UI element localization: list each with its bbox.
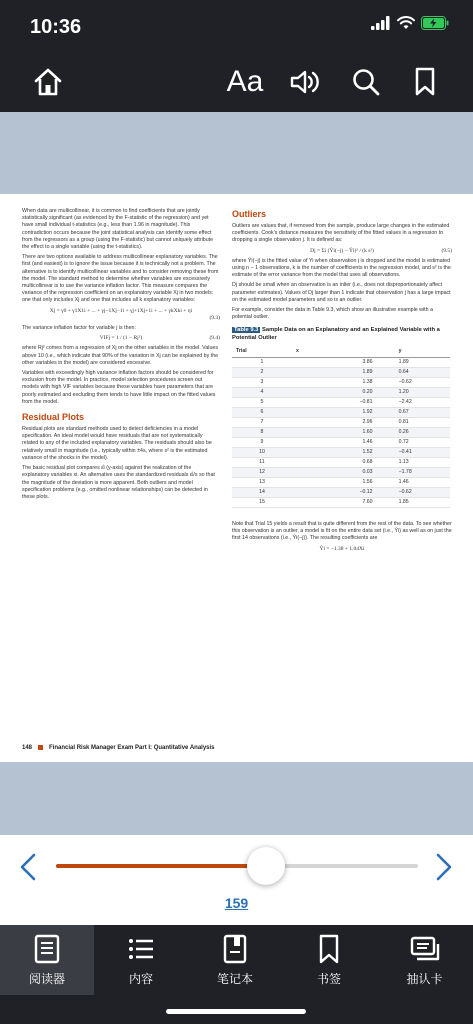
home-indicator: [166, 1009, 306, 1014]
table-cell: 1.52: [292, 447, 395, 457]
table-row: [232, 397, 450, 407]
table-cell: 0.68: [292, 457, 395, 467]
table-row: [232, 387, 450, 397]
table-cell: 1.60: [292, 427, 395, 437]
table-row: [232, 477, 450, 487]
residual-paragraph: Residual plots are standard methods used to detect deficiencies in a model specification. An ideal model would have residuals that are not systematically related to any of the included explanatory variables. The residuals should also be relatively small in magnitude (i.e., typically within ±4s, where s² is the estimated variance of the shocks in the model).: [22, 426, 212, 461]
tab-reader[interactable]: [0, 925, 94, 995]
reader-icon: [32, 934, 62, 964]
formula-9-5: [232, 248, 452, 255]
dj-paragraph: Dj should be small when an observation is an inlier (i.e., does not disproportionately affect parameter estimates). Values of Dj larger than 1 indicate that observation j has a large impact on the estimated model parameters and so is an outlier.: [232, 282, 451, 303]
table-body: [232, 357, 450, 507]
top-bar: [0, 0, 473, 112]
table-cell: −2.42: [395, 397, 450, 407]
home-button[interactable]: [28, 62, 68, 102]
bookmark-icon: [414, 67, 436, 97]
formula-9-4: [22, 335, 220, 342]
wifi-icon: [397, 16, 415, 30]
table-title: Sample Data on an Explanatory and an Explained Variable with a Potential Outlier: [232, 327, 440, 341]
flashcard-icon: [409, 934, 441, 964]
vif-intro: The variance inflation factor for variable j is then:: [22, 325, 136, 332]
battery-charging-icon: [421, 16, 449, 30]
table-row: [232, 377, 450, 387]
table-cell: 9: [232, 437, 292, 447]
table-row: [232, 427, 450, 437]
read-aloud-button[interactable]: [285, 62, 325, 102]
table-cell: 11: [232, 457, 292, 467]
table-caption: [232, 327, 452, 342]
search-icon: [351, 67, 381, 97]
table-cell: 7: [232, 417, 292, 427]
table-cell: 0.20: [292, 387, 395, 397]
footer-book-title: Financial Risk Manager Exam Part I: Quantitative Analysis: [49, 745, 215, 752]
table-row: [232, 417, 450, 427]
formula-9-5-text: Dj = Σi (Ŷi(−j) − Ŷi)² / (k s²): [310, 247, 374, 254]
font-settings-button[interactable]: Aa: [226, 65, 264, 98]
page-slider-thumb[interactable]: [247, 847, 285, 885]
current-page-number[interactable]: 159: [224, 895, 249, 911]
tab-flashcards-label: 抽认卡: [406, 971, 443, 986]
table-cell: 0.26: [395, 427, 450, 437]
tab-bookmarks[interactable]: [282, 925, 376, 995]
bookmark-button[interactable]: [405, 62, 445, 102]
formula-9-5-number: (9.5): [441, 247, 452, 254]
footer-square-icon: [38, 745, 43, 750]
table-cell: 6: [232, 407, 292, 417]
table-cell: 0.81: [395, 417, 450, 427]
formula-9-4-number: (9.4): [209, 335, 220, 342]
table-cell: −0.81: [292, 397, 395, 407]
vif-paragraph: where Rj² comes from a regression of Xj on the other variables in the model. Values above 10 (i.e., which indicate that 90% of the variation in Xj can be explained by the other variables in the model) are considered excessive.: [22, 345, 219, 366]
table-row: [232, 487, 450, 497]
table-cell: 0.67: [395, 407, 450, 417]
notebook-icon: [220, 934, 250, 964]
data-table: [232, 346, 450, 508]
bookmark-icon: [314, 934, 344, 964]
table-cell: 5: [232, 397, 292, 407]
page-footer: [22, 745, 215, 751]
table-cell: 1.85: [395, 497, 450, 507]
table-cell: 10: [232, 447, 292, 457]
table-cell: 2.96: [292, 417, 395, 427]
table-header-row: [232, 346, 450, 357]
table-cell: 14: [232, 487, 292, 497]
outliers-paragraph: Outliers are values that, if removed from the sample, produce large changes in the estimated coefficients. Cook's distance measures the sensitivity of the fitted values in a regression to dropping a single observation j. It is defined as:: [232, 223, 450, 244]
table-cell: 0.72: [395, 437, 450, 447]
footer-page-number: 148: [22, 745, 33, 752]
table-row: [232, 437, 450, 447]
options-paragraph: There are two options available to address multicollinear explanatory variables. The first (and easiest) is to ignore the issue because it is technically not a problem. The alternative is to identify multicollinear variables and to consider removing these from the model. The standard method to determine whether variables are excessively multicollinear is to use the variance inflation factor. This measure compares the variance of the regression coefficient on an explanatory variable Xj in two models: one that only includes Xj and one that includes all k explanatory variables:: [22, 254, 219, 304]
note-paragraph: Note that Trial 15 yields a result that is quite different from the rest of the data. To see whether this observation is an outlier, a model is fit on the entire data set (i.e., Ŷi) as well as on just the first 14 observations (i.e., Ŷi(−j)). The resulting coefficients are: [232, 520, 452, 542]
table-cell: 1.13: [395, 457, 450, 467]
table-cell: 2: [232, 367, 292, 377]
previous-page-icon[interactable]: [16, 853, 40, 881]
contents-list-icon: [126, 934, 156, 964]
table-row: [232, 447, 450, 457]
table-cell: 1.46: [395, 477, 450, 487]
table-cell: 1.46: [292, 437, 395, 447]
table-row: [232, 367, 450, 377]
table-header-cell: y: [395, 346, 450, 357]
table-row: [232, 407, 450, 417]
table-row: [232, 457, 450, 467]
tab-reader-label: 阅读器: [28, 971, 65, 986]
table-cell: −0.62: [395, 487, 450, 497]
home-icon: [32, 66, 64, 98]
table-cell: −1.78: [395, 467, 450, 477]
table-cell: 7.60: [292, 497, 395, 507]
search-button[interactable]: [346, 62, 386, 102]
residual-plots-heading: Residual Plots: [22, 412, 85, 423]
tab-notebook-label: 笔记本: [216, 971, 253, 986]
table-cell: −0.41: [395, 447, 450, 457]
tab-flashcards[interactable]: [376, 925, 473, 995]
page-left-column: [22, 208, 220, 504]
table-cell: 15: [232, 497, 292, 507]
status-time: 10:36: [30, 16, 82, 38]
where-paragraph: where Ŷi(−j) is the fitted value of Yi when observation j is dropped and the model is estimated using n − 1 observations, k is the number of coefficients in the regression model, and s² is the estimate of the error variance from the model that uses all observations.: [232, 257, 451, 279]
tab-contents-label: 内容: [128, 971, 153, 986]
speaker-icon: [289, 67, 321, 97]
exclusion-paragraph: Variables with exceedingly high variance inflation factors should be considered for exclusion from the model. In practice, model selection procedures screen out models with high VIF variables because these variables have parameters that are poorly estimated and excluding them tends to have little impact on the fitted values from the model.: [22, 370, 216, 405]
formula-9-3-number: (9.3): [209, 314, 220, 321]
table-cell: 1.56: [292, 477, 395, 487]
formula-9-3: [22, 308, 220, 322]
formula-9-3-text: Xj = γ0 + γ1X1i + ... + γj−1Xj−1i + γj+1Xj+1i + ... + γkXki + ηi: [49, 307, 193, 314]
table-cell: 0.03: [292, 467, 395, 477]
next-page-icon[interactable]: [432, 853, 456, 881]
table-cell: 1.20: [395, 387, 450, 397]
table-tag: Table 9.3: [234, 327, 259, 334]
page-right-column: [232, 208, 452, 556]
outliers-heading: Outliers: [232, 209, 267, 219]
page-slider-track[interactable]: [56, 864, 418, 868]
tab-contents[interactable]: [94, 925, 188, 995]
table-cell: 1.92: [292, 407, 395, 417]
signal-icon: [371, 16, 391, 30]
tab-notebook[interactable]: [188, 925, 282, 995]
page-slider-fill: [56, 864, 266, 868]
table-header-cell: x: [292, 346, 395, 357]
basic-plot-paragraph: The basic residual plot compares ε̂i (y-axis) against the realization of the explanatory variables xi. An alternative uses the standardized residuals ε̂i/s so that the magnitude of the deviation is more apparent. Both outliers and model specification problems (e.g., omitted nonlinear relationships) can be detected in these plots.: [22, 465, 215, 500]
formula-9-4-text: VIFj = 1 / (1 − Rj²): [99, 335, 143, 342]
table-cell: −0.62: [395, 377, 450, 387]
table-cell: 1: [232, 357, 292, 367]
table-cell: 1.89: [292, 367, 395, 377]
intro-paragraph: When data are multicollinear, it is common to find coefficients that are jointly statistically significant (as evidenced by the F-statistic of the regression) and yet have small individual t-statistics (e.g., less than 1.96 in magnitude). This contradiction occurs because the joint statistical analysis can identify some effect from the regressors as a group (using the F-statistic) but cannot uniquely attribute the effect to a single variable (using the t-statistics).: [22, 208, 214, 251]
status-icons: [371, 16, 449, 30]
page-slider-region: [0, 835, 473, 925]
table-cell: 0.64: [395, 367, 450, 377]
example-paragraph: For example, consider the data in Table 9.3, which show an illustrative example with a potential outlier.: [232, 307, 433, 321]
table-cell: 8: [232, 427, 292, 437]
table-row: [232, 497, 450, 507]
table-cell: −0.12: [292, 487, 395, 497]
table-cell: 13: [232, 477, 292, 487]
table-row: [232, 357, 450, 367]
table-cell: 3: [232, 377, 292, 387]
table-cell: 4: [232, 387, 292, 397]
table-row: [232, 467, 450, 477]
table-cell: 1.89: [395, 357, 450, 367]
table-cell: 3.86: [292, 357, 395, 367]
table-cell: 12: [232, 467, 292, 477]
tab-bookmarks-label: 书签: [316, 971, 341, 986]
fitted-equation: Ŷi = −1.38 + 1.04Xi: [319, 545, 365, 552]
table-cell: 1.38: [292, 377, 395, 387]
table-header-cell: Trial: [232, 346, 292, 357]
